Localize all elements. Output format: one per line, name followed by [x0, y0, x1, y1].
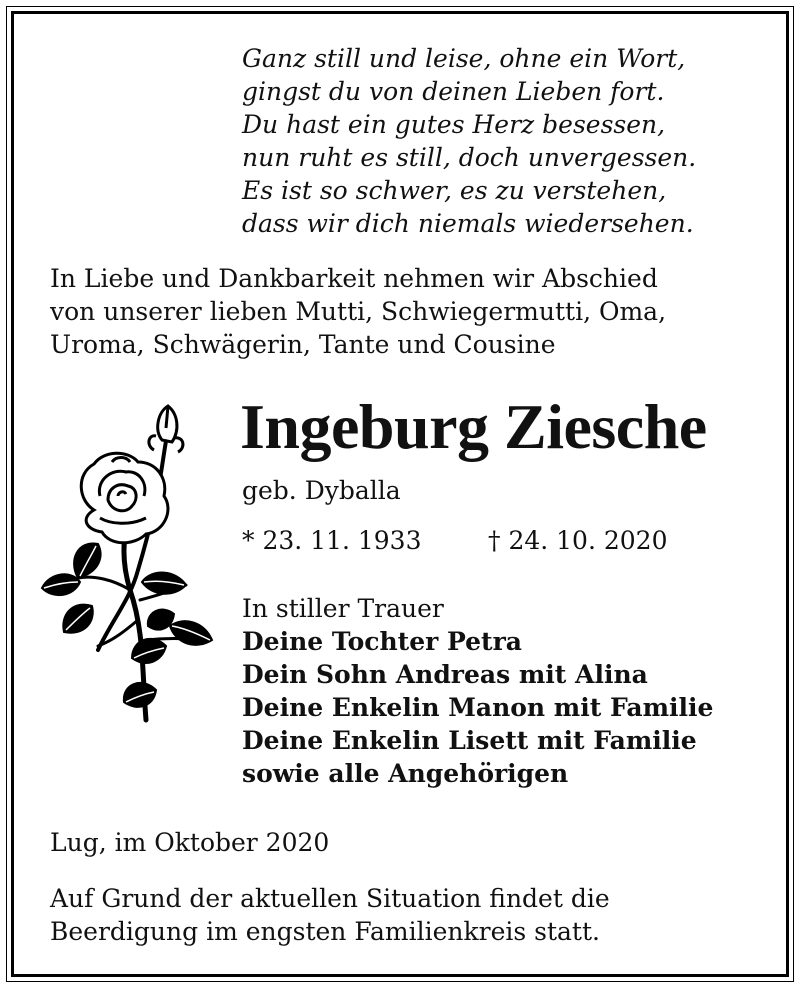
poem-line: Es ist so schwer, es zu verstehen,: [242, 176, 667, 205]
notice-line: Beerdigung im engsten Familienkreis statt.: [50, 917, 600, 946]
mourner-name: Dein Sohn Andreas mit Alina: [242, 660, 648, 689]
birth-name: geb. Dyballa: [242, 476, 401, 505]
intro-line: In Liebe und Dankbarkeit nehmen wir Abschied: [50, 264, 658, 293]
poem-line: Ganz still und leise, ohne ein Wort,: [242, 44, 686, 73]
poem-line: dass wir dich niemals wiedersehen.: [242, 209, 694, 238]
mourners-list: [242, 625, 713, 790]
mourners-heading: In stiller Trauer: [242, 594, 444, 623]
poem: [242, 42, 696, 240]
death-date: † 24. 10. 2020: [488, 526, 668, 555]
poem-line: nun ruht es still, doch unvergessen.: [242, 143, 697, 172]
deceased-name: Ingeburg Ziesche: [240, 391, 707, 462]
notice-line: Auf Grund der aktuellen Situation findet die: [50, 884, 610, 913]
intro-line: Uroma, Schwägerin, Tante und Cousine: [50, 330, 556, 359]
mourner-name: Deine Tochter Petra: [242, 627, 522, 656]
rose-icon: [34, 400, 214, 740]
birth-date: * 23. 11. 1933: [242, 526, 422, 555]
mourner-name: Deine Enkelin Manon mit Familie: [242, 693, 714, 722]
mourner-name: sowie alle Angehörigen: [242, 759, 569, 788]
poem-line: gingst du von deinen Lieben fort.: [242, 77, 665, 106]
intro-line: von unserer lieben Mutti, Schwiegermutti, Oma,: [50, 297, 667, 326]
poem-line: Du hast ein gutes Herz besessen,: [242, 110, 666, 139]
funeral-notice: [50, 882, 610, 948]
place-date: Lug, im Oktober 2020: [50, 828, 330, 857]
intro-text: [50, 262, 666, 361]
mourner-name: Deine Enkelin Lisett mit Familie: [242, 726, 697, 755]
